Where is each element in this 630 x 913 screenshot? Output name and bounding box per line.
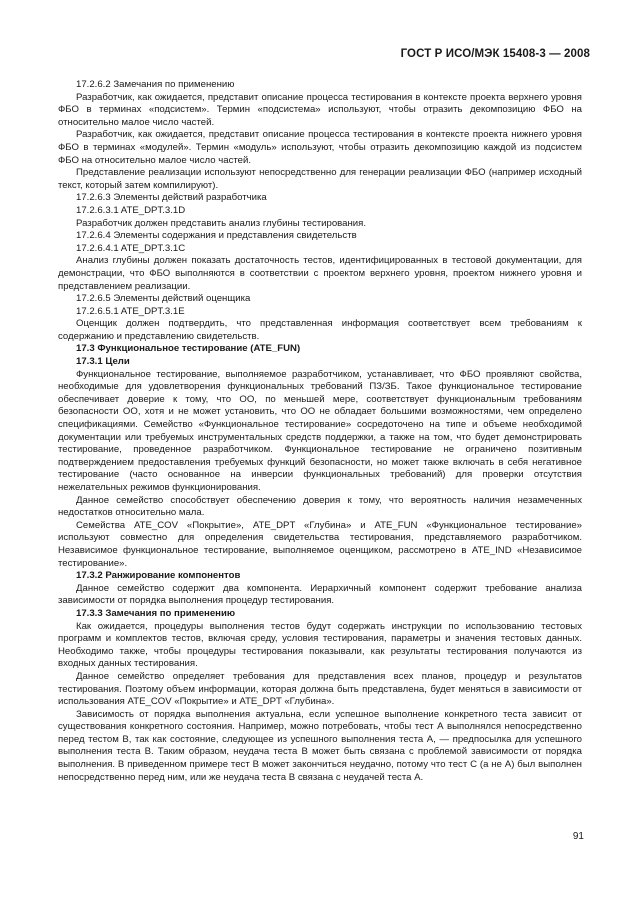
paragraph: Функциональное тестирование, выполняемое разработчиком, устанавливает, что ФБО проявляют свойства, необходимые для удовлетворения функциональных требований ПЗ/ЗБ. Такое функциональное тестирование обеспечивает доверие к тому, что ОО, по меньшей мере, соответствует функциональным требованиям безопасности ОО, хотя и не может установить, что ОО не обладает большими возможностями, чем определено спецификациями. Семейство «Функциональное тестирование» сосредоточено на типе и объеме необходимой документации или требуемых инструментальных средств поддержки, а также на том, что будет демонстрировать тестирование, проведенное разработчиком. Функциональное тестирование не ограничено позитивным подтверждением предоставления требуемых функций безопасности, но может также включать в себя негативное тестирование (часто основанное на инверсии функциональных требований) для проверки отсутствия нежелательных режимов функционирования. <box>58 368 582 493</box>
paragraph: 17.2.6.3 Элементы действий разработчика <box>76 192 267 204</box>
paragraph: 17.2.6.5.1 ATE_DPT.3.1E <box>76 305 185 317</box>
document-body <box>58 79 582 784</box>
document-header: ГОСТ Р ИСО/МЭК 15408-3 — 2008 <box>400 48 590 60</box>
paragraph: Разработчик, как ожидается, представит описание процесса тестирования в контексте проекта верхнего уровня ФБО в терминах «подсистем». Термин «подсистема» используют, чтобы отразить декомпозицию ФБО на относительно малое число частей. <box>58 91 582 128</box>
paragraph: Данное семейство содержит два компонента. Иерархичный компонент содержит требование анализа зависимости от порядка выполнения процедур тестирования. <box>58 582 582 607</box>
paragraph: 17.2.6.4.1 ATE_DPT.3.1C <box>76 242 186 254</box>
paragraph: 17.2.6.3.1 ATE_DPT.3.1D <box>76 204 186 216</box>
paragraph: 17.2.6.5 Элементы действий оценщика <box>76 293 251 305</box>
paragraph: Разработчик, как ожидается, представит описание процесса тестирования в контексте проекта нижнего уровня ФБО в терминах «модулей». Термин «модуль» используют, чтобы отразить декомпозицию каждой из подсистем ФБО на относительно малое число частей. <box>58 129 582 166</box>
paragraph: Оценщик должен подтвердить, что представленная информация соответствует всем требованиям к содержанию и представлению свидетельств. <box>58 318 582 342</box>
paragraph: Зависимость от порядка выполнения актуальна, если успешное выполнение конкретного теста зависит от существования конкретного состояния. Например, можно потребовать, чтобы тест А выполнялся непосредственно перед тестом В, так как состояние, следующее из успешного выполнения теста А, — предпосылка для успешного выполнения теста В. Таким образом, неудача теста В может быть связана с проблемой зависимости от порядка выполнения. В приведенном примере тест В может закончиться неудачно, потому что тест С (а не А) был выполнен непосредственно перед ним, или же неудача теста В связана с неудачей теста А. <box>58 708 582 783</box>
section-heading: 17.3.1 Цели <box>76 356 130 368</box>
paragraph: Представление реализации используют непосредственно для генерации реализации ФБО (например исходный текст, который затем компилируют). <box>58 167 582 191</box>
section-heading: 17.3 Функциональное тестирование (ATE_FUN) <box>76 343 301 355</box>
paragraph: 17.2.6.2 Замечания по применению <box>76 79 235 90</box>
paragraph: Семейства ATE_COV «Покрытие», ATE_DPT «Глубина» и ATE_FUN «Функциональное тестирование» используют совместно для определения свидетельства тестирования, представляемого разработчиком. Независимое функциональное тестирование, выполняемое оценщиком, рассмотрено в ATE_IND «Независимое тестирование». <box>58 519 582 569</box>
page-number: 91 <box>572 831 584 842</box>
paragraph: Разработчик должен представить анализ глубины тестирования. <box>76 217 367 229</box>
paragraph: Как ожидается, процедуры выполнения тестов будут содержать инструкции по использованию тестовых программ и комплектов тестов, включая среду, условия тестирования, параметры и значения тестовых данных. Необходимо также, чтобы процедуры тестирования показывали, как результаты тестирования получаются из входных данных тестирования. <box>58 620 582 670</box>
paragraph: Данное семейство определяет требования для представления всех планов, процедур и результатов тестирования. Поэтому объем информации, которая должна быть представлена, будет меняться в зависимости от использования ATE_COV «Покрытие» и ATE_DPT «Глубина». <box>58 670 582 708</box>
section-heading: 17.3.2 Ранжирование компонентов <box>76 570 241 582</box>
section-heading: 17.3.3 Замечания по применению <box>76 607 236 619</box>
paragraph: Анализ глубины должен показать достаточность тестов, идентифицированных в тестовой документации, для демонстрации, что ФБО выполняются в соответствии с проектом верхнего уровня, проектом нижнего уровня и представлением реализации. <box>58 255 582 292</box>
paragraph: Данное семейство способствует обеспечению доверия к тому, что вероятность наличия незамеченных недостатков относительно мала. <box>58 494 582 519</box>
paragraph: 17.2.6.4 Элементы содержания и представления свидетельств <box>76 230 357 242</box>
